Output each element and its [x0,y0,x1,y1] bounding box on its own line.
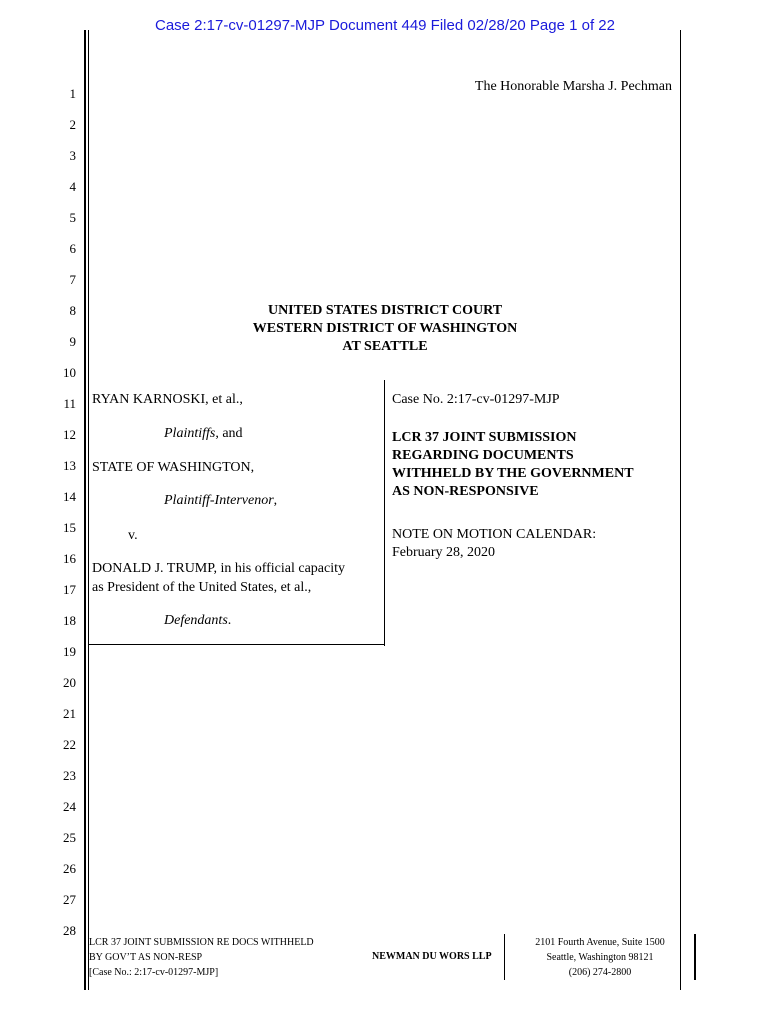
footer-doc-caption [89,935,314,980]
left-margin-rule [84,30,86,990]
left-margin-rule-inner [88,30,89,990]
footer-caption-line-3: [Case No.: 2:17-cv-01297-MJP] [89,967,219,978]
court-heading [90,302,680,356]
defendants-label [164,613,231,629]
court-name: UNITED STATES DISTRICT COURT [267,303,503,318]
motion-calendar-date: February 28, 2020 [392,545,496,560]
line-number: 28 [63,923,76,938]
footer-divider [504,934,505,980]
footer-caption-line-2: BY GOV’T AS NON-RESP [89,952,203,963]
intervenor-label-italic: Plaintiff-Intervenor [164,493,274,508]
document-title [392,429,634,501]
line-number: 6 [69,241,76,256]
document-title-line-1: LCR 37 JOINT SUBMISSION [392,430,577,445]
footer-right-rule [694,934,696,980]
line-number: 23 [63,768,76,783]
footer-address-line-2: Seattle, Washington 98121 [546,952,654,963]
plaintiffs-label-rest: , and [215,426,243,441]
line-number: 19 [63,644,76,659]
versus: v. [128,528,138,543]
line-number: 5 [69,210,76,225]
footer-caption-line-1: LCR 37 JOINT SUBMISSION RE DOCS WITHHELD [89,937,314,948]
line-number: 17 [63,582,76,597]
defendants-label-italic: Defendants [164,613,228,628]
line-number: 26 [63,861,76,876]
document-title-line-3: WITHHELD BY THE GOVERNMENT [392,466,634,481]
line-number: 8 [69,303,76,318]
court-district: WESTERN DISTRICT OF WASHINGTON [252,321,518,336]
line-number: 16 [63,551,76,566]
line-number: 21 [63,706,76,721]
line-number: 27 [63,892,76,907]
line-number: 10 [63,365,76,380]
caption-divider-horizontal [89,644,385,645]
footer-firm-name: NEWMAN DU WORS LLP [372,951,492,962]
plaintiff-name: RYAN KARNOSKI, et al., [92,392,243,407]
plaintiffs-label [164,426,243,442]
line-number: 24 [63,799,76,814]
defendant-line-2: as President of the United States, et al., [92,580,312,595]
right-margin-rule [680,30,681,990]
line-number: 13 [63,458,76,473]
motion-calendar-note [392,526,596,562]
defendants-label-rest: . [227,613,232,628]
caption-divider-vertical [384,380,385,646]
footer-address [508,935,692,980]
judge-name: The Honorable Marsha J. Pechman [474,79,672,94]
filing-header-stamp: Case 2:17-cv-01297-MJP Document 449 Filed 02/28/20 Page 1 of 22 [154,17,615,34]
line-number: 4 [69,179,76,194]
intervenor-label-rest: , [273,493,278,508]
line-number: 18 [63,613,76,628]
defendant-line-1: DONALD J. TRUMP, in his official capacity [92,561,346,576]
intervenor-name: STATE OF WASHINGTON, [92,460,255,475]
document-title-line-4: AS NON-RESPONSIVE [392,484,539,499]
line-number: 2 [69,117,76,132]
line-number: 20 [63,675,76,690]
line-number: 3 [69,148,76,163]
footer-address-line-3: (206) 274-2800 [568,967,632,978]
line-number: 12 [63,427,76,442]
line-number: 14 [63,489,76,504]
line-number: 1 [69,86,76,101]
line-number: 9 [69,334,76,349]
footer-address-line-1: 2101 Fourth Avenue, Suite 1500 [535,937,665,948]
document-title-line-2: REGARDING DOCUMENTS [392,448,574,463]
line-number: 22 [63,737,76,752]
line-number: 25 [63,830,76,845]
court-location: AT SEATTLE [342,339,428,354]
plaintiffs-label-italic: Plaintiffs [164,426,216,441]
line-number: 7 [69,272,76,287]
motion-calendar-label: NOTE ON MOTION CALENDAR: [392,527,597,542]
intervenor-label [164,493,277,509]
case-number: Case No. 2:17-cv-01297-MJP [392,392,560,407]
line-number: 15 [63,520,76,535]
line-number: 11 [63,396,76,411]
